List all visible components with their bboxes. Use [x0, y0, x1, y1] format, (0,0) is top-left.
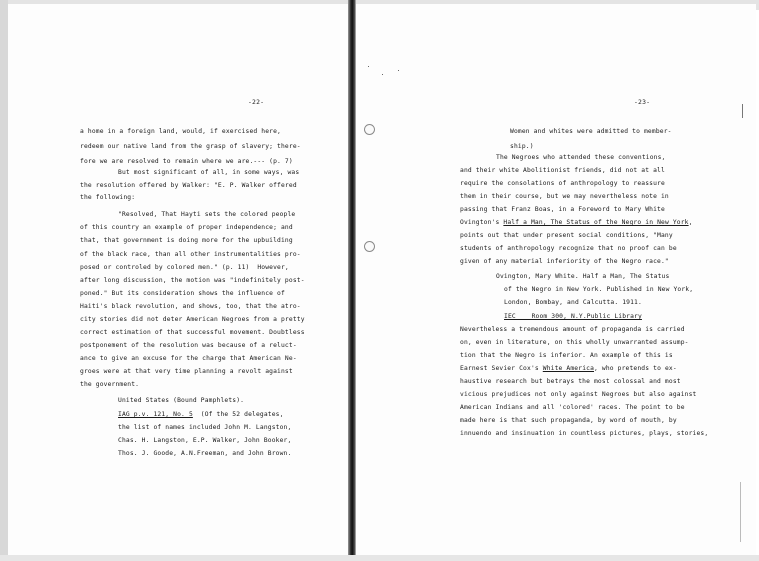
text-line: of the black race, than all other instrumentalities pro-: [80, 251, 301, 258]
text-line: Women and whites were admitted to member-: [510, 128, 672, 135]
text-line: the following:: [80, 194, 136, 201]
scan-speck: [368, 66, 369, 67]
text-line: haustive research but betrays the most colossal and most: [460, 378, 681, 385]
cox-title: White America: [542, 365, 595, 372]
left-page: [8, 4, 348, 556]
text-line: Thos. J. Goode, A.N.Freeman, and John Brown.: [118, 450, 292, 457]
text-line: them in their course, but we may nevertheless note in: [460, 193, 669, 200]
text-line: posed or controled by colored men." (p. 11) However,: [80, 264, 289, 271]
text-line: passing that Franz Boas, in a Foreword to Mary White: [460, 206, 665, 213]
text-line: ship.): [510, 143, 534, 150]
text-line: the list of names included John M. Langston,: [118, 424, 292, 431]
text-line: London, Bombay, and Calcutta. 1911.: [504, 299, 642, 306]
right-page: [356, 4, 756, 556]
library-ref: IEC Room 300, N.Y.Public Library: [504, 313, 642, 320]
text-line: But most significant of all, in some ways, was: [118, 169, 300, 176]
text-line: redeem our native land from the grasp of slavery; there-: [80, 143, 301, 150]
text-line: made here is that such propaganda, by word of mouth, by: [460, 417, 677, 424]
book-title: Half a Man, The Status of the Negro in New York: [503, 219, 689, 226]
text-line: American Indians and all 'colored' races. The point to be: [460, 404, 685, 411]
text-line: tion that the Negro is inferior. An example of this is: [460, 352, 673, 359]
text-line: points out that under present social conditions, "Many: [460, 232, 673, 239]
text-line: of this country an example of proper independence; and: [80, 224, 293, 231]
boas-line: Ovington's Half a Man, The Status of the Negro in New York,: [460, 219, 693, 226]
text-line: vicious prejudices not only against Negroes but also against: [460, 391, 697, 398]
text-line: the resolution offered by Walker: "E. P. Walker offered: [80, 182, 297, 189]
text-line: postponement of the resolution was because of a reluct-: [80, 342, 297, 349]
text-line: groes were at that very time planning a revolt against: [80, 368, 293, 375]
call-number: IAG p.v. 121, No. 5: [118, 411, 193, 418]
binder-hole-icon: [364, 124, 375, 135]
page-number-22: -22-: [248, 98, 265, 106]
text-line: Ovington, Mary White. Half a Man, The Status: [496, 273, 670, 280]
page-number-23: -23-: [634, 98, 651, 106]
text-line: city stories did not deter American Negroes from a pretty: [80, 316, 305, 323]
text-line: and their white Abolitionist friends, did not at all: [460, 167, 665, 174]
text-line: correct estimation of that successful movement. Doubtless: [80, 329, 305, 336]
scan-left-edge: [0, 0, 8, 561]
text-line: innuendo and insinuation in countless pictures, plays, stories,: [460, 430, 709, 437]
text-line: Chas. H. Langston, E.P. Walker, John Booker,: [118, 437, 292, 444]
scan-mark: [740, 482, 741, 542]
text-line: fore we are resolved to remain where we are.--- (p. 7): [80, 158, 293, 165]
text-line: poned." But its consideration shows the influence of: [80, 290, 285, 297]
book-gutter: [348, 0, 356, 561]
scan-bottom-edge: [0, 555, 759, 561]
text-line: a home in a foreign land, would, if exercised here,: [80, 128, 281, 135]
text-line: "Resolved, That Hayti sets the colored people: [118, 211, 296, 218]
text-line: Haiti's black revolution, and shows, too, that the atro-: [80, 303, 301, 310]
text-line: United States (Bound Pamphlets).: [118, 397, 245, 404]
text-line: ance to give an excuse for the charge that American Ne-: [80, 355, 297, 362]
text-line: The Negroes who attended these conventions,: [496, 154, 666, 161]
scan-speck: [398, 70, 399, 71]
cox-line: Earnest Sevier Cox's White America, who pretends to ex-: [460, 365, 677, 372]
text-line: that, that government is doing more for the upbuilding: [80, 237, 293, 244]
text-line: of the Negro in New York. Published in New York,: [504, 286, 694, 293]
binder-hole-icon: [364, 241, 375, 252]
text-line: given of any material inferiority of the Negro race.": [460, 258, 669, 265]
citation-line: IAG p.v. 121, No. 5 (Of the 52 delegates,: [118, 411, 284, 418]
text-line: after long discussion, the motion was "indefinitely post-: [80, 277, 305, 284]
scan-speck: [382, 74, 383, 75]
text-line: students of anthropology recognize that no proof can be: [460, 245, 677, 252]
scan-mark: [742, 104, 743, 118]
text-line: the government.: [80, 381, 140, 388]
text-line: require the consolations of anthropology to reassure: [460, 180, 665, 187]
text-line: on, even in literature, on this wholly unwarranted assump-: [460, 339, 689, 346]
text-line: Nevertheless a tremendous amount of propaganda is carried: [460, 326, 685, 333]
